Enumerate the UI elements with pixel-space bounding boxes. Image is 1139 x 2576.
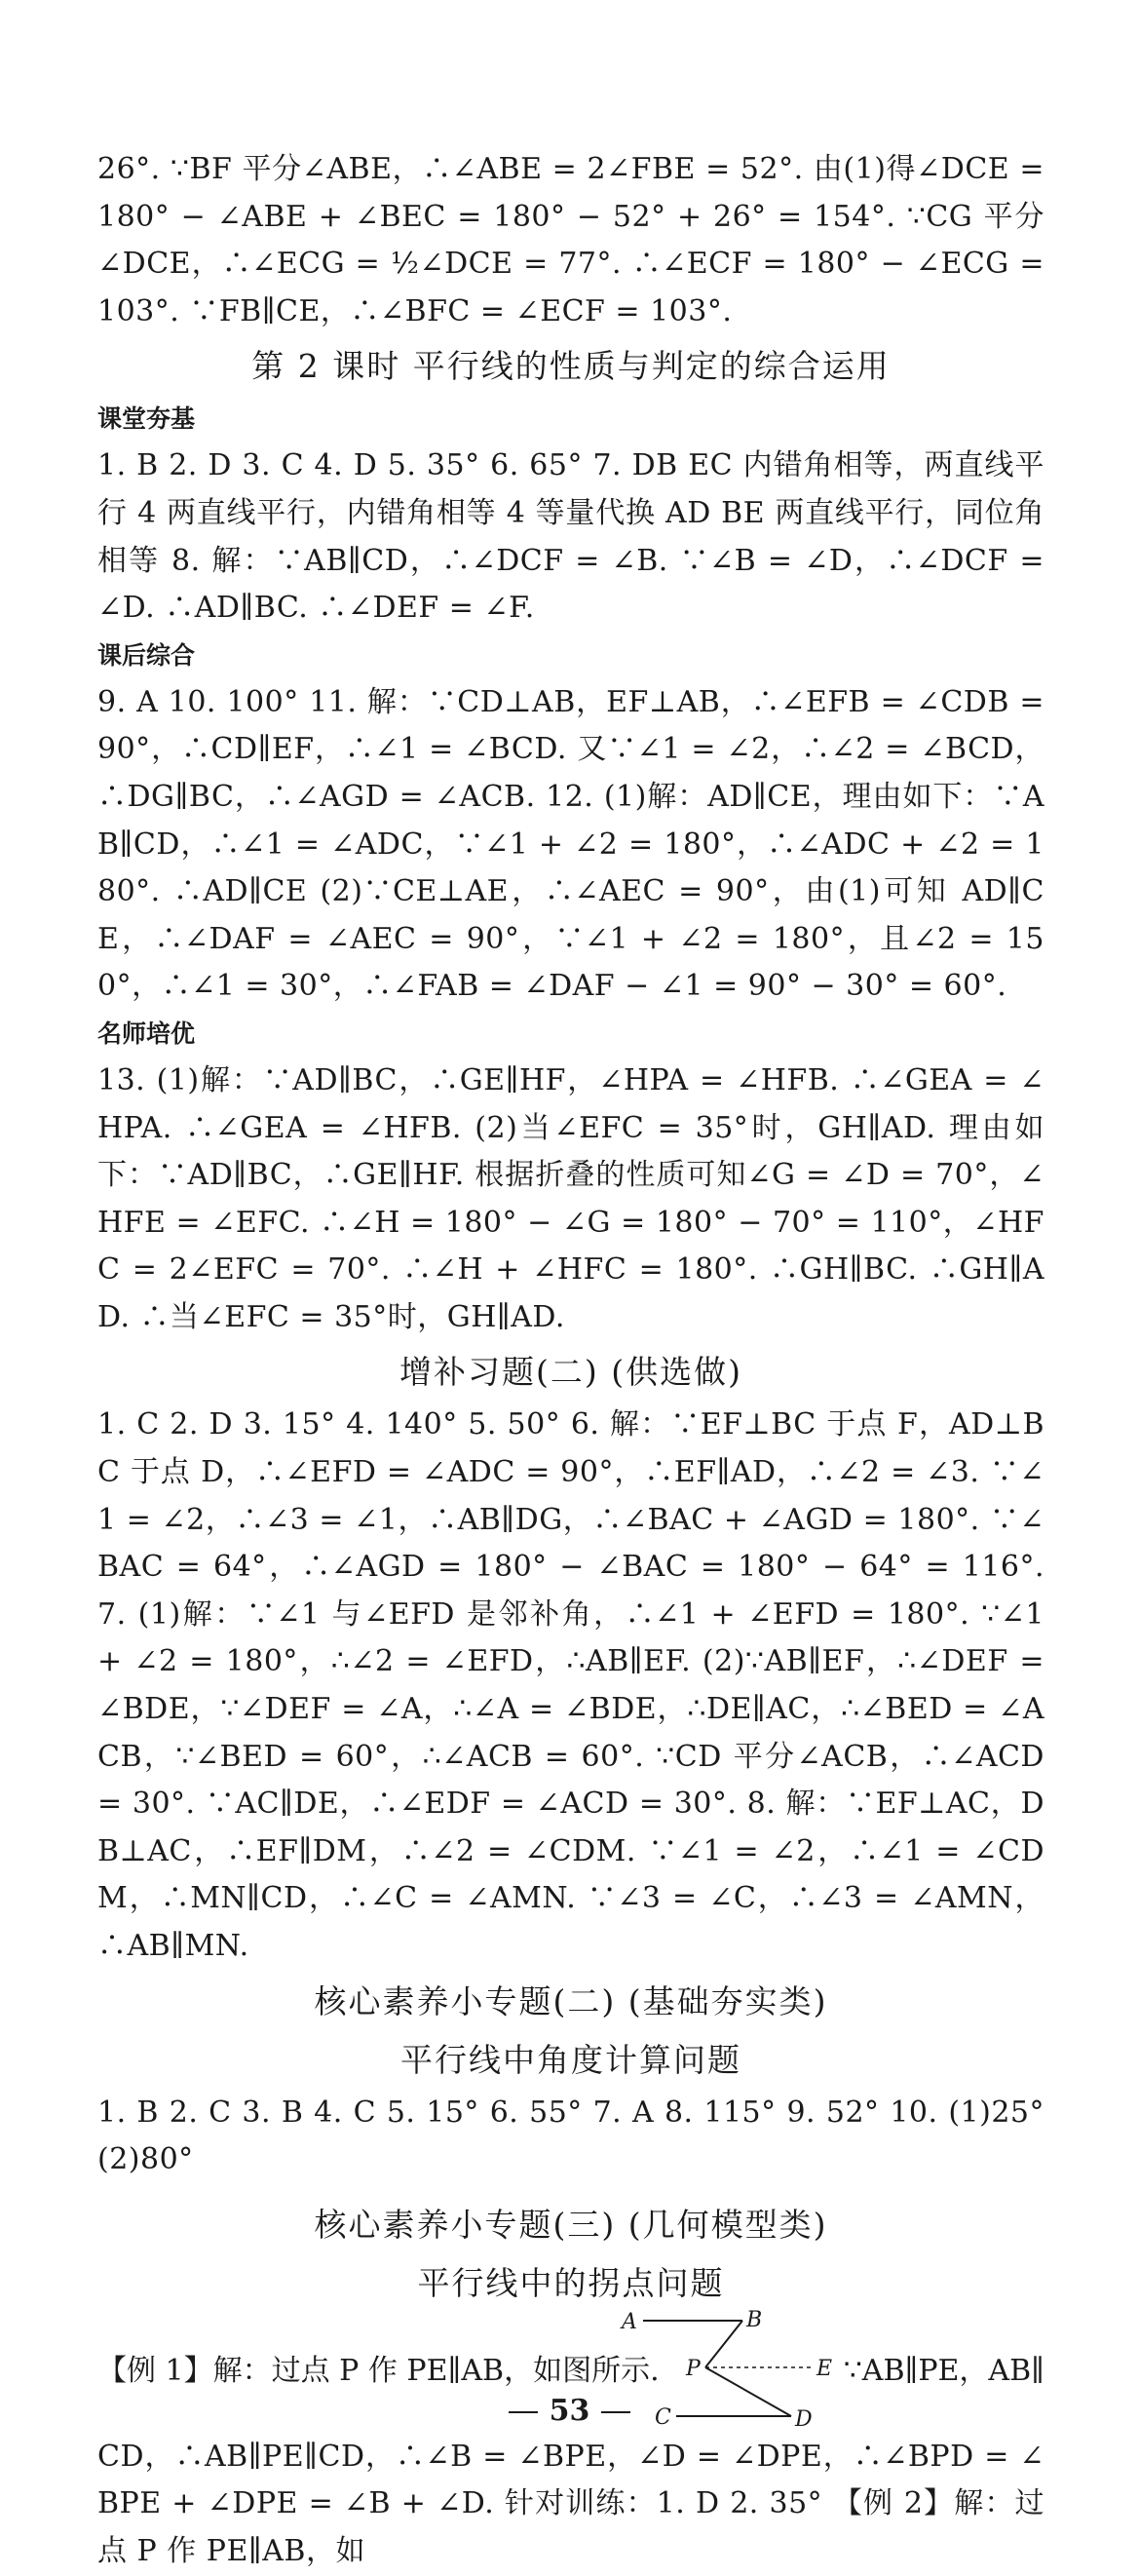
turning-point-figure bbox=[604, 2299, 867, 2455]
topic3-title: 核心素养小专题(三) (几何模型类) bbox=[314, 2205, 828, 2244]
label-d: D bbox=[795, 2406, 813, 2432]
page-number bbox=[0, 2394, 1139, 2428]
label-c: C bbox=[655, 2404, 671, 2430]
continued-solution: 26°. ∵BF 平分∠ABE，∴∠ABE = 2∠FBE = 52°. 由(1)得∠DCE = 180° − ∠ABE + ∠BEC = 180° − 52° + 26° = 154°. ∵CG 平分∠DCE，∴∠ECG = ½∠DCE = 77°. ∴∠ECF = 180° − ∠ECG = 103°. ∵FB∥CE，∴∠BFC = ∠ECF = 103°. bbox=[97, 152, 1044, 328]
section-heading-advanced: 名师培优 bbox=[97, 1019, 196, 1048]
page-content bbox=[97, 146, 1044, 2576]
topic2-subtitle: 平行线中角度计算问题 bbox=[400, 2040, 741, 2079]
section-heading-after-class: 课后综合 bbox=[97, 640, 196, 670]
page-number-dash-right bbox=[601, 2411, 630, 2413]
label-b: B bbox=[746, 2307, 763, 2332]
label-a: A bbox=[622, 2309, 637, 2334]
page-number-dash-left bbox=[509, 2411, 538, 2413]
page-number-value: 53 bbox=[549, 2394, 590, 2428]
section-text-basic: 1. B 2. D 3. C 4. D 5. 35° 6. 65° 7. DB EC 内错角相等，两直线平行 4 两直线平行，内错角相等 4 等量代换 AD BE 两直线平行，同位角相等 8. 解：∵AB∥CD，∴∠DCF = ∠B. ∵∠B = ∠D，∴∠DCF = ∠D. ∴AD∥BC. ∴∠DEF = ∠F. bbox=[97, 448, 1044, 626]
label-p: P bbox=[686, 2356, 701, 2381]
example1-intro: 【例 1】解：过点 P 作 PE∥AB，如图所示. bbox=[97, 2353, 660, 2388]
section-text-after-class: 9. A 10. 100° 11. 解：∵CD⊥AB，EF⊥AB，∴∠EFB = ∠CDB = 90°，∴CD∥EF，∴∠1 = ∠BCD. 又∵∠1 = ∠2，∴∠2 = ∠BCD，∴DG∥BC，∴∠AGD = ∠ACB. 12. (1)解：AD∥CE，理由如下：∵AB∥CD，∴∠1 = ∠ADC，∵∠1 + ∠2 = 180°，∴∠ADC + ∠2 = 180°. ∴AD∥CE (2)∵CE⊥AE，∴∠AEC = 90°，由(1)可知 AD∥CE，∴∠DAF = ∠AEC = 90°，∵∠1 + ∠2 = 180°，且∠2 = 150°，∴∠1 = 30°，∴∠FAB = ∠DAF − ∠1 = 90° − 30° = 60°. bbox=[97, 684, 1044, 1004]
topic3-subtitle: 平行线中的拐点问题 bbox=[417, 2263, 725, 2302]
example1-tail: ∵AB∥PE，AB∥ bbox=[843, 2353, 1044, 2388]
topic2-text: 1. B 2. C 3. B 4. C 5. 15° 6. 55° 7. A 8. 115° 9. 52° 10. (1)25° (2)80° bbox=[97, 2095, 1044, 2177]
lesson2-title: 第 2 课时 平行线的性质与判定的综合运用 bbox=[251, 347, 891, 386]
segment-bp bbox=[705, 2321, 742, 2367]
supplement2-title: 增补习题(二) (供选做) bbox=[399, 1353, 742, 1392]
supplement2-text: 1. C 2. D 3. 15° 4. 140° 5. 50° 6. 解：∵EF⊥BC 于点 F，AD⊥BC 于点 D，∴∠EFD = ∠ADC = 90°，∴EF∥AD，∴∠2 = ∠3. ∵∠1 = ∠2，∴∠3 = ∠1，∴AB∥DG，∴∠BAC + ∠AGD = 180°. ∵∠BAC = 64°，∴∠AGD = 180° − ∠BAC = 180° − 64° = 116°. 7. (1)解：∵∠1 与∠EFD 是邻补角，∴∠1 + ∠EFD = 180°. ∵∠1 + ∠2 = 180°，∴∠2 = ∠EFD，∴AB∥EF. (2)∵AB∥EF，∴∠DEF = ∠BDE，∵∠DEF = ∠A，∴∠A = ∠BDE，∴DE∥AC，∴∠BED = ∠ACB，∵∠BED = 60°，∴∠ACB = 60°. ∵CD 平分∠ACB，∴∠ACD = 30°. ∵AC∥DE，∴∠EDF = ∠ACD = 30°. 8. 解：∵EF⊥AC，DB⊥AC，∴EF∥DM，∴∠2 = ∠CDM. ∵∠1 = ∠2，∴∠1 = ∠CDM，∴MN∥CD，∴∠C = ∠AMN. ∵∠3 = ∠C，∴∠3 = ∠AMN，∴AB∥MN. bbox=[97, 1407, 1044, 1963]
section-text-advanced: 13. (1)解：∵AD∥BC，∴GE∥HF，∠HPA = ∠HFB. ∴∠GEA = ∠HPA. ∴∠GEA = ∠HFB. (2)当∠EFC = 35°时，GH∥AD. 理由如下：∵AD∥BC，∴GE∥HF. 根据折叠的性质可知∠G = ∠D = 70°，∠HFE = ∠EFC. ∴∠H = 180° − ∠G = 180° − 70° = 110°，∠HFC = 2∠EFC = 70°. ∴∠H + ∠HFC = 180°. ∴GH∥BC. ∴GH∥AD. ∴当∠EFC = 35°时，GH∥AD. bbox=[97, 1062, 1044, 1334]
section-heading-basic: 课堂夯基 bbox=[97, 404, 196, 434]
topic3-text: CD，∴AB∥PE∥CD，∴∠B = ∠BPE，∠D = ∠DPE，∴∠BPD = ∠BPE + ∠DPE = ∠B + ∠D. 针对训练：1. D 2. 35° 【例 2】解：过点 P 作 PE∥AB，如 bbox=[97, 2439, 1044, 2568]
label-e: E bbox=[816, 2356, 833, 2381]
topic2-title: 核心素养小专题(二) (基础夯实类) bbox=[314, 1981, 828, 2020]
